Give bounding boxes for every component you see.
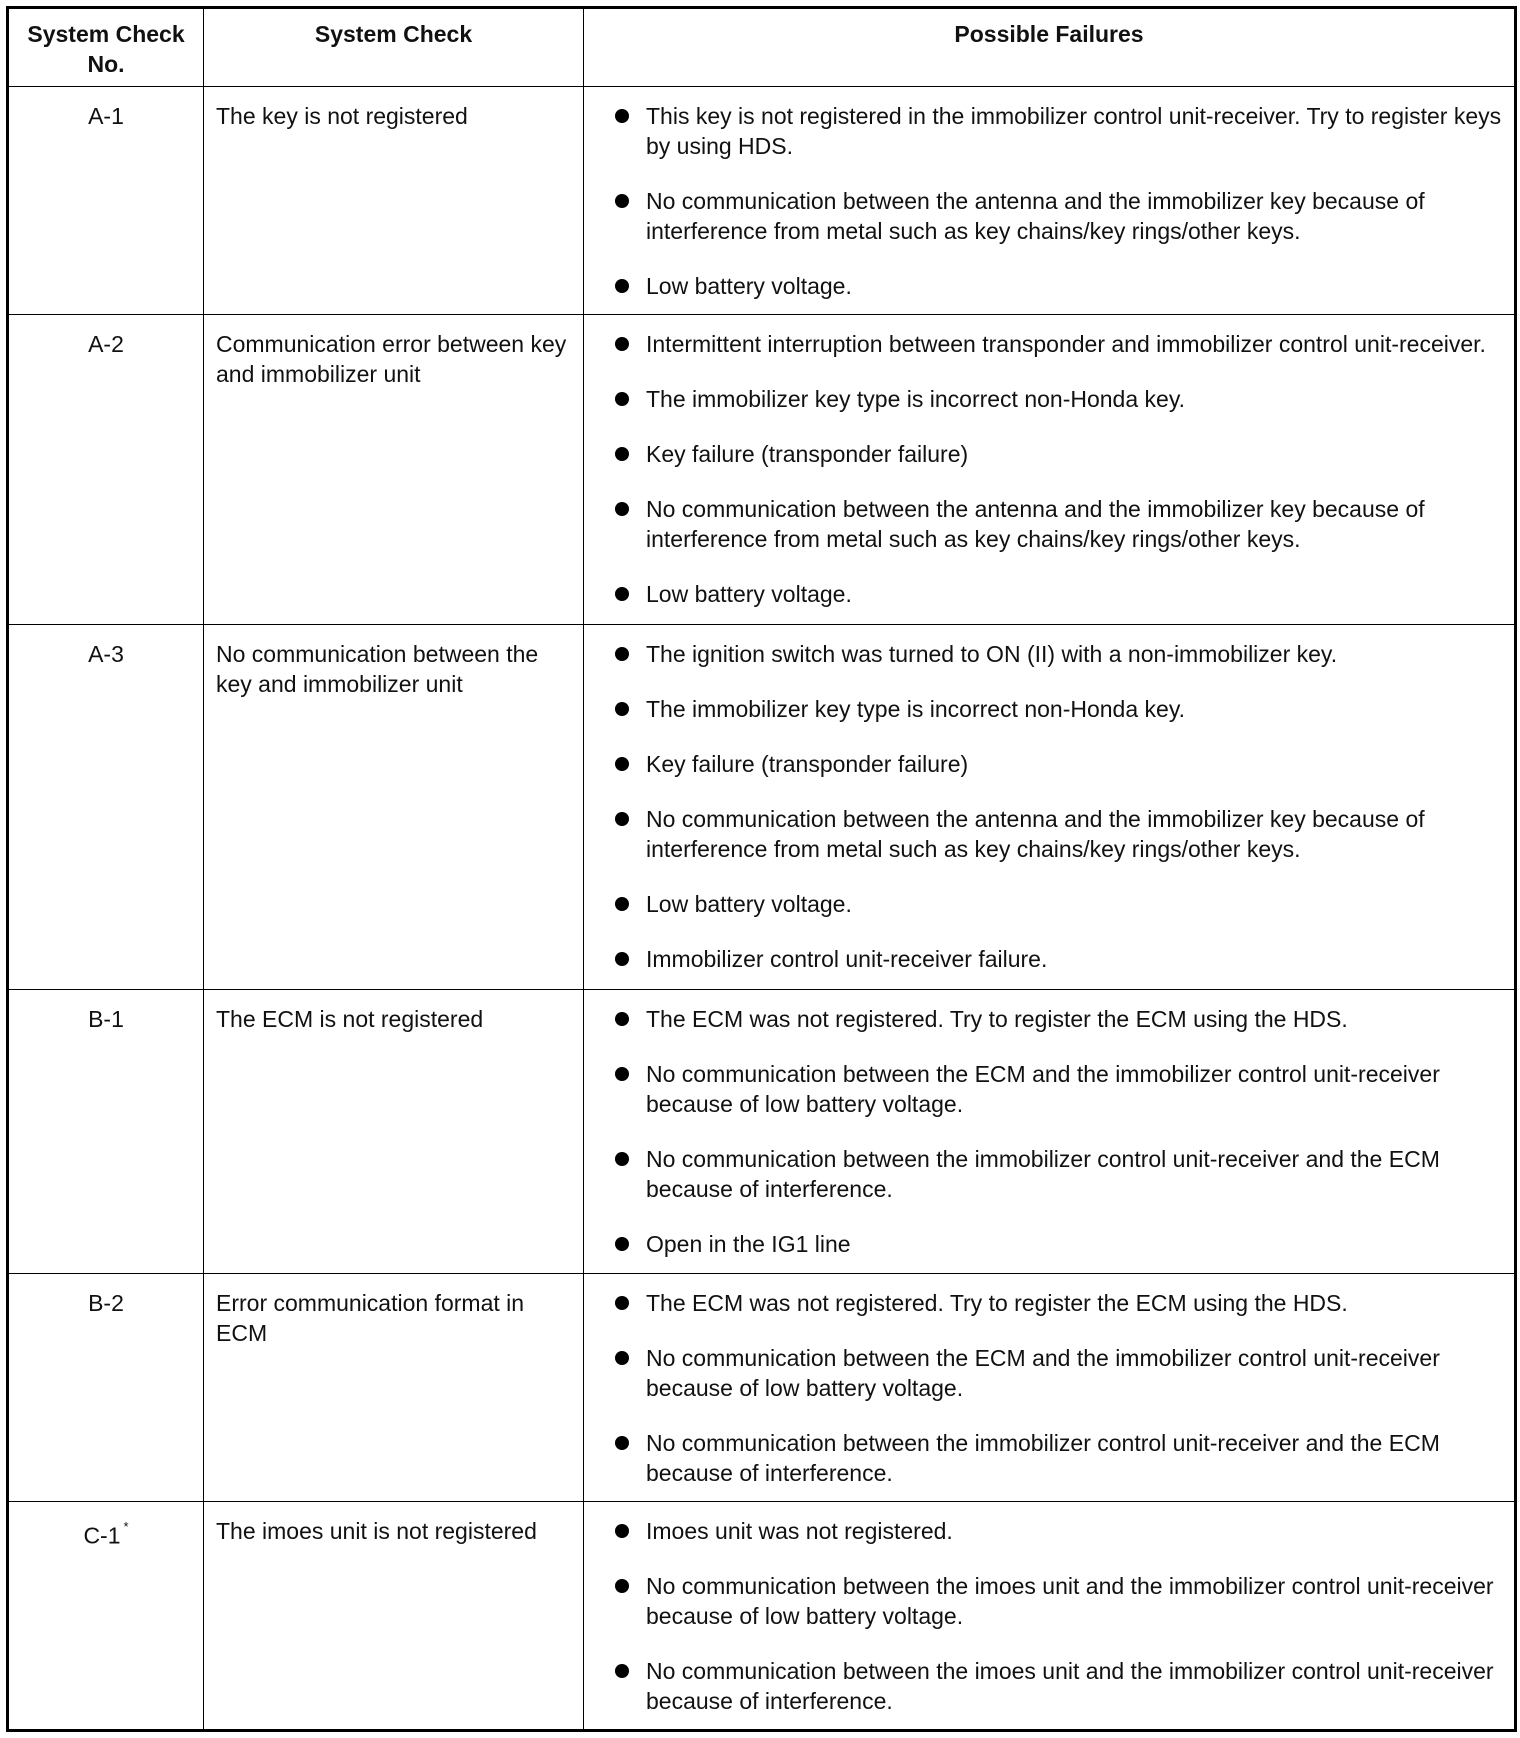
list-item — [614, 1144, 1508, 1204]
bullet-icon — [615, 702, 629, 716]
failure-text: Intermittent interruption between transponder and immobilizer control unit-receiver. — [646, 331, 1486, 358]
header-system-check: System Check — [204, 8, 584, 87]
system-check-no: A-1 — [88, 103, 124, 129]
system-check-table — [6, 6, 1517, 1732]
list-item — [614, 804, 1508, 864]
failure-text: No communication between the antenna and the immobilizer key because of interference from metal such as key chains/key rings/other keys. — [646, 188, 1425, 244]
failure-text: Low battery voltage. — [646, 581, 852, 608]
list-item — [614, 271, 1508, 301]
system-check-no-cell — [8, 1273, 204, 1501]
bullet-icon — [615, 587, 629, 601]
failure-text: Immobilizer control unit-receiver failure. — [646, 945, 1048, 972]
bullet-icon — [615, 447, 629, 461]
bullet-icon — [615, 1524, 629, 1538]
table-row — [8, 87, 1516, 315]
list-item — [614, 1288, 1508, 1318]
system-check-description: The imoes unit is not registered — [204, 1501, 584, 1730]
bullet-icon — [615, 109, 629, 123]
list-item — [614, 329, 1508, 359]
list-item — [614, 889, 1508, 919]
system-check-no: C-1 — [83, 1522, 121, 1549]
bullet-icon — [615, 1067, 629, 1081]
failure-text: Key failure (transponder failure) — [646, 750, 969, 777]
list-item — [614, 1229, 1508, 1259]
list-item — [614, 186, 1508, 246]
list-item — [614, 439, 1508, 469]
failure-text: Low battery voltage. — [646, 890, 852, 917]
failure-text: This key is not registered in the immobilizer control unit-receiver. Try to register keys by using HDS. — [646, 103, 1502, 159]
possible-failures-cell — [584, 1273, 1516, 1501]
bullet-icon — [615, 1436, 629, 1450]
table-body — [8, 87, 1516, 1731]
failure-text: Imoes unit was not registered. — [646, 1517, 953, 1544]
list-item — [614, 1571, 1508, 1631]
bullet-icon — [615, 757, 629, 771]
bullet-icon — [615, 897, 629, 911]
failure-list — [614, 1004, 1508, 1259]
failure-text: The ECM was not registered. Try to register the ECM using the HDS. — [646, 1005, 1348, 1032]
failure-text: No communication between the imoes unit and the immobilizer control unit-receiver because of low battery voltage. — [646, 1572, 1494, 1629]
list-item — [614, 639, 1508, 669]
list-item — [614, 1004, 1508, 1034]
system-check-no: A-2 — [88, 331, 124, 358]
list-item — [614, 1516, 1508, 1546]
failure-text: No communication between the antenna and the immobilizer key because of interference from metal such as key chains/key rings/other keys. — [646, 496, 1425, 553]
bullet-icon — [615, 647, 629, 661]
list-item — [614, 101, 1508, 161]
bullet-icon — [615, 194, 629, 208]
failure-list — [614, 639, 1508, 974]
system-check-description: Error communication format in ECM — [204, 1273, 584, 1501]
list-item — [614, 1343, 1508, 1403]
bullet-icon — [615, 1296, 629, 1310]
failure-list — [614, 1516, 1508, 1716]
footnote-marker: * — [123, 1518, 129, 1534]
possible-failures-cell — [584, 1501, 1516, 1730]
system-check-description: The key is not registered — [204, 87, 584, 315]
possible-failures-cell — [584, 989, 1516, 1273]
bullet-icon — [615, 279, 629, 293]
possible-failures-cell — [584, 624, 1516, 989]
system-check-description: Communication error between key and immobilizer unit — [204, 315, 584, 624]
failure-text: No communication between the ECM and the immobilizer control unit-receiver because of low battery voltage. — [646, 1344, 1440, 1401]
failure-text: The immobilizer key type is incorrect non-Honda key. — [646, 695, 1186, 722]
failure-text: No communication between the immobilizer control unit-receiver and the ECM because of interference. — [646, 1429, 1440, 1486]
list-item — [614, 1656, 1508, 1716]
header-system-check-no: System Check No. — [8, 8, 204, 87]
failure-list — [614, 1288, 1508, 1488]
bullet-icon — [615, 1237, 629, 1251]
bullet-icon — [615, 1664, 629, 1678]
failure-text: Key failure (transponder failure) — [646, 441, 969, 468]
system-check-description: The ECM is not registered — [204, 989, 584, 1273]
list-item — [614, 694, 1508, 724]
table-row — [8, 1501, 1516, 1730]
failure-text: No communication between the imoes unit and the immobilizer control unit-receiver because of interference. — [646, 1657, 1494, 1714]
failure-text: No communication between the immobilizer control unit-receiver and the ECM because of interference. — [646, 1145, 1440, 1202]
system-check-no: B-2 — [88, 1289, 124, 1316]
header-possible-failures: Possible Failures — [584, 8, 1516, 87]
bullet-icon — [615, 337, 629, 351]
bullet-icon — [615, 812, 629, 826]
bullet-icon — [615, 1152, 629, 1166]
bullet-icon — [615, 1351, 629, 1365]
system-check-no: A-3 — [88, 640, 124, 667]
bullet-icon — [615, 1579, 629, 1593]
bullet-icon — [615, 1012, 629, 1026]
failure-text: The ignition switch was turned to ON (II) with a non-immobilizer key. — [646, 640, 1338, 667]
possible-failures-cell — [584, 87, 1516, 315]
list-item — [614, 1428, 1508, 1488]
bullet-icon — [615, 502, 629, 516]
failure-text: The ECM was not registered. Try to register the ECM using the HDS. — [646, 1289, 1348, 1316]
table-header-row — [8, 8, 1516, 87]
list-item — [614, 749, 1508, 779]
bullet-icon — [615, 952, 629, 966]
system-check-no-cell — [8, 87, 204, 315]
failure-text: The immobilizer key type is incorrect non-Honda key. — [646, 386, 1186, 413]
list-item — [614, 1059, 1508, 1119]
failure-text: No communication between the antenna and the immobilizer key because of interference from metal such as key chains/key rings/other keys. — [646, 805, 1425, 862]
bullet-icon — [615, 392, 629, 406]
list-item — [614, 384, 1508, 414]
system-check-no-cell — [8, 624, 204, 989]
system-check-no-cell — [8, 1501, 204, 1730]
list-item — [614, 494, 1508, 554]
failure-list — [614, 101, 1508, 301]
failure-text: Low battery voltage. — [646, 273, 852, 299]
table-row — [8, 1273, 1516, 1501]
failure-list — [614, 329, 1508, 609]
possible-failures-cell — [584, 315, 1516, 624]
system-check-description: No communication between the key and immobilizer unit — [204, 624, 584, 989]
system-check-no-cell — [8, 989, 204, 1273]
table-row — [8, 315, 1516, 624]
system-check-no-cell — [8, 315, 204, 624]
system-check-no: B-1 — [88, 1005, 124, 1032]
failure-text: Open in the IG1 line — [646, 1230, 851, 1257]
list-item — [614, 944, 1508, 974]
failure-text: No communication between the ECM and the immobilizer control unit-receiver because of low battery voltage. — [646, 1060, 1440, 1117]
table-row — [8, 989, 1516, 1273]
system-check-document — [6, 6, 1514, 1732]
list-item — [614, 579, 1508, 609]
table-row — [8, 624, 1516, 989]
